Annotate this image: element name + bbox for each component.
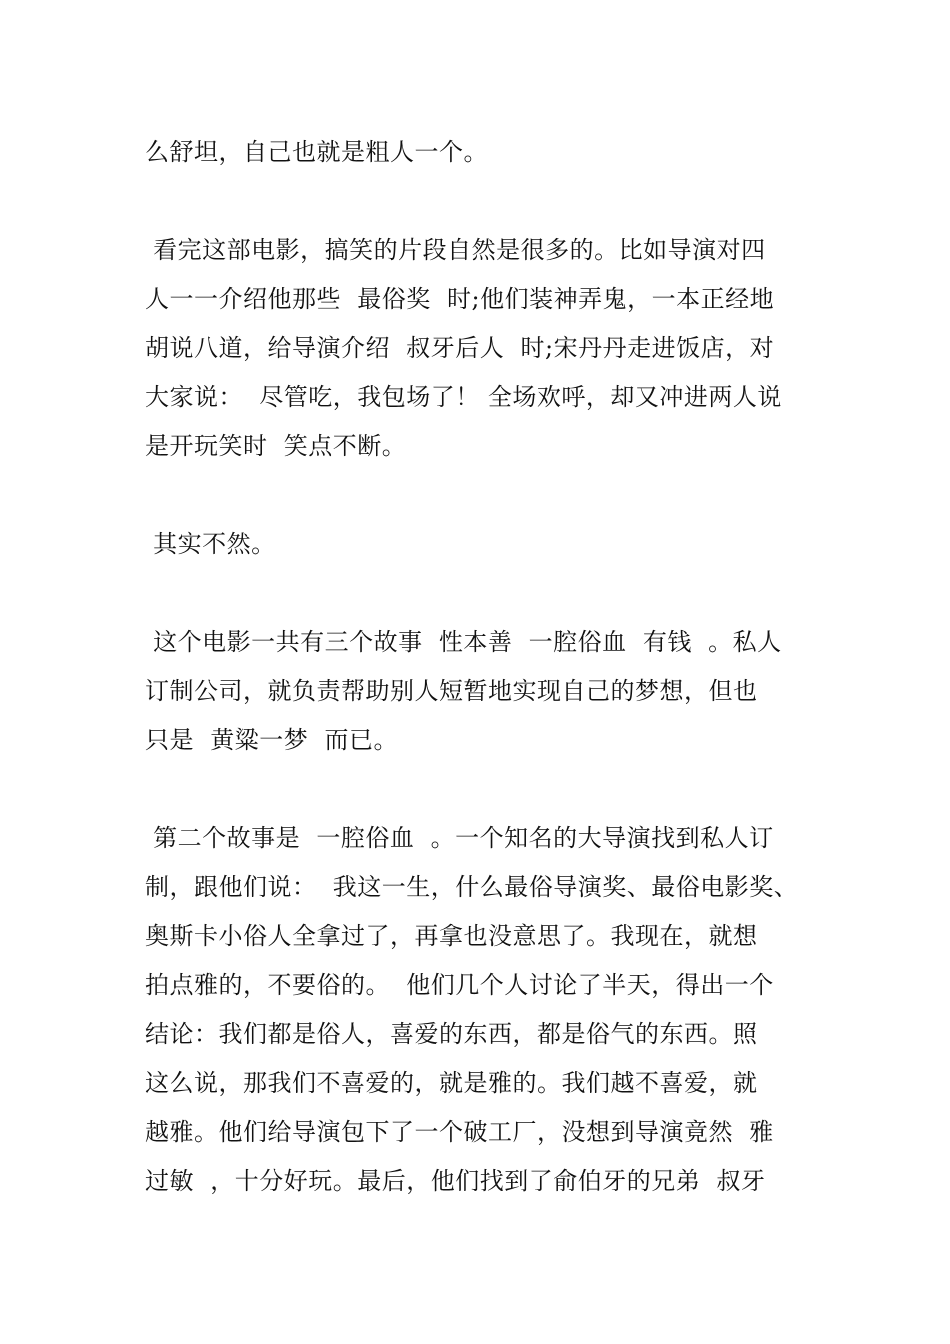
paragraph-4	[145, 618, 825, 765]
paragraph-3	[145, 520, 825, 569]
text-line: 拍点雅的，不要俗的。 他们几个人讨论了半天，得出一个	[145, 971, 774, 999]
text-line: 其实不然。	[145, 530, 276, 558]
text-line: 过敏 ，十分好玩。最后，他们找到了俞伯牙的兄弟 叔牙	[145, 1167, 766, 1195]
text-line: 制，跟他们说： 我这一生，什么最俗导演奖、最俗电影奖、	[145, 873, 799, 901]
paragraph-gap	[145, 177, 825, 226]
paragraph-1	[145, 128, 825, 177]
text-line: 奥斯卡小俗人全拿过了，再拿也没意思了。我现在，就想	[145, 922, 758, 950]
text-line: 看完这部电影，搞笑的片段自然是很多的。比如导演对四	[145, 236, 766, 264]
text-line: 大家说： 尽管吃，我包场了！ 全场欢呼，却又冲进两人说	[145, 383, 782, 411]
text-line: 么舒坦，自己也就是粗人一个。	[145, 138, 488, 166]
text-line: 订制公司，就负责帮助别人短暂地实现自己的梦想，但也	[145, 677, 758, 705]
text-line: 越雅。他们给导演包下了一个破工厂，没想到导演竟然 雅	[145, 1118, 774, 1146]
document-body	[145, 128, 825, 1206]
text-line: 这个电影一共有三个故事 性本善 一腔俗血 有钱 。私人	[145, 628, 782, 656]
text-line: 人一一介绍他那些 最俗奖 时;他们装神弄鬼，一本正经地	[145, 285, 775, 313]
text-line: 这么说，那我们不喜爱的，就是雅的。我们越不喜爱，就	[145, 1069, 758, 1097]
text-line: 第二个故事是 一腔俗血 。一个知名的大导演找到私人订	[145, 824, 774, 852]
text-line: 结论：我们都是俗人，喜爱的东西，都是俗气的东西。照	[145, 1020, 758, 1048]
text-line: 只是 黄粱一梦 而已。	[145, 726, 399, 754]
text-line: 胡说八道，给导演介绍 叔牙后人 时;宋丹丹走进饭店，对	[145, 334, 775, 362]
paragraph-gap	[145, 569, 825, 618]
paragraph-5	[145, 814, 825, 1206]
paragraph-gap	[145, 471, 825, 520]
paragraph-2	[145, 226, 825, 471]
paragraph-gap	[145, 765, 825, 814]
text-line: 是开玩笑时 笑点不断。	[145, 432, 407, 460]
